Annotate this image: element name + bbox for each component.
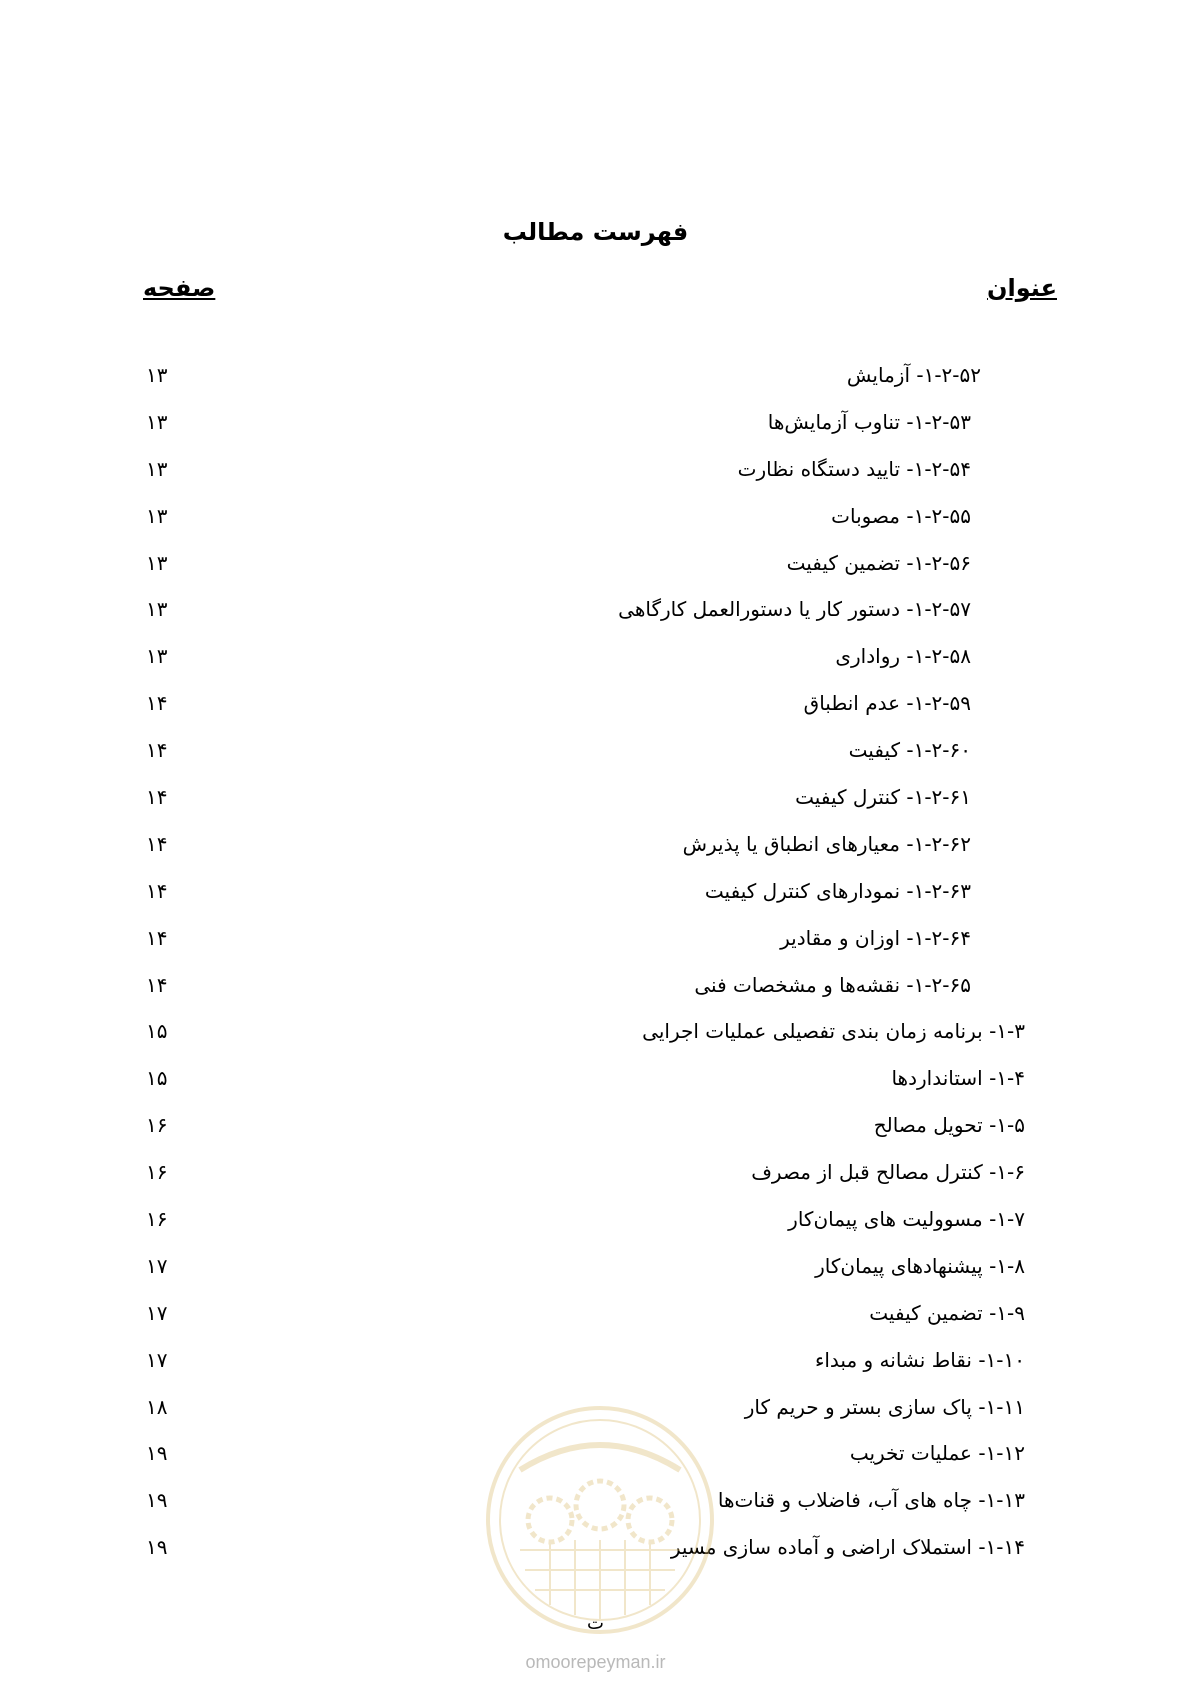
toc-entry-title: ۱-۲-۵۶- تضمین کیفیت [786, 550, 971, 575]
toc-entry-page: ۱۴ [146, 691, 168, 716]
toc-entry [0, 973, 1191, 1020]
toc-entry-title: ۱-۲-۶۴- اوزان و مقادیر [780, 925, 971, 950]
toc-entry-page: ۱۶ [146, 1207, 168, 1232]
toc-entry-page: ۱۵ [146, 1066, 168, 1091]
toc-entry [0, 926, 1191, 973]
toc-entry-page: ۱۴ [146, 785, 168, 810]
toc-entry-title: ۱-۶- کنترل مصالح قبل از مصرف [751, 1160, 1025, 1185]
toc-entry-page: ۱۷ [146, 1300, 168, 1325]
toc-entry [0, 644, 1191, 691]
toc-entry-title: ۱-۲-۶۰- کیفیت [848, 738, 971, 763]
toc-entry [0, 785, 1191, 832]
toc-entry-title: ۱-۲-۵۳- تناوب آزمایش‌ها [767, 409, 971, 434]
page-title: فهرست مطالب [502, 218, 689, 246]
toc-entry-title: ۱-۲-۶۳- نمودارهای کنترل کیفیت [704, 878, 971, 903]
toc-entry-page: ۱۹ [146, 1441, 168, 1466]
toc-entry-page: ۱۳ [146, 363, 168, 387]
toc-entry-title: ۱-۱۱- پاک سازی بستر و حریم کار [744, 1394, 1025, 1419]
toc-entry-page: ۱۳ [146, 409, 168, 434]
toc-entry-title: ۱-۴- استانداردها [891, 1066, 1025, 1091]
toc-entry [0, 1066, 1191, 1113]
toc-entry-title: ۱-۷- مسوولیت های پیمان‌کار [788, 1207, 1025, 1232]
toc-entry-page: ۱۷ [146, 1253, 168, 1278]
toc-entry [0, 1348, 1191, 1395]
toc-entry [0, 832, 1191, 879]
toc-entry-page: ۱۷ [146, 1347, 168, 1372]
toc-entry-page: ۱۴ [146, 831, 168, 856]
toc-entry [0, 597, 1191, 644]
toc-entry-title: ۱-۱۴- استملاک اراضی و آماده سازی مسیر [670, 1535, 1025, 1560]
toc-entry [0, 1113, 1191, 1160]
toc-entry [0, 738, 1191, 785]
table-of-contents [0, 363, 1191, 1582]
toc-entry-title: ۱-۲-۶۲- معیارهای انطباق یا پذیرش [682, 831, 971, 856]
toc-entry-page: ۱۳ [146, 597, 168, 622]
toc-entry-title: ۱-۲-۵۴- تایید دستگاه نظارت [737, 456, 971, 481]
toc-entry-title: ۱-۱۰- نقاط نشانه و مبداء [814, 1347, 1025, 1372]
toc-entry-page: ۱۴ [146, 738, 168, 763]
toc-entry-page: ۱۳ [146, 503, 168, 528]
toc-entry-title: ۱-۳- برنامه زمان بندی تفصیلی عملیات اجرایی [642, 1019, 1025, 1044]
toc-entry [0, 691, 1191, 738]
toc-entry-page: ۱۴ [146, 925, 168, 950]
title-column-header: عنوان [987, 274, 1057, 302]
toc-entry-page: ۱۳ [146, 644, 168, 669]
toc-entry [0, 410, 1191, 457]
toc-entry-title: ۱-۲-۵۲- آزمایش [846, 363, 981, 387]
toc-entry [0, 1207, 1191, 1254]
toc-entry [0, 363, 1191, 410]
toc-entry-page: ۱۹ [146, 1488, 168, 1513]
toc-entry [0, 879, 1191, 926]
page-column-header: صفحه [143, 274, 216, 302]
toc-entry-page: ۱۹ [146, 1535, 168, 1560]
toc-entry-title: ۱-۲-۵۸- رواداری [835, 644, 971, 669]
toc-entry-title: ۱-۲-۶۵- نقشه‌ها و مشخصات فنی [694, 972, 971, 997]
toc-entry-page: ۱۴ [146, 878, 168, 903]
toc-entry-title: ۱-۹- تضمین کیفیت [869, 1300, 1025, 1325]
toc-entry-page: ۱۳ [146, 550, 168, 575]
toc-entry [0, 1301, 1191, 1348]
toc-entry [0, 1441, 1191, 1488]
toc-entry [0, 1160, 1191, 1207]
toc-entry [0, 1535, 1191, 1582]
toc-entry-page: ۱۸ [146, 1394, 168, 1419]
toc-entry-page: ۱۵ [146, 1019, 168, 1044]
toc-entry-title: ۱-۲-۶۱- کنترل کیفیت [795, 785, 971, 810]
toc-entry [0, 1395, 1191, 1442]
toc-entry-page: ۱۴ [146, 972, 168, 997]
toc-entry [0, 457, 1191, 504]
toc-entry [0, 504, 1191, 551]
toc-entry-title: ۱-۲-۵۷- دستور کار یا دستورالعمل کارگاهی [618, 597, 971, 622]
toc-entry-title: ۱-۲-۵۹- عدم انطباق [803, 691, 971, 716]
toc-entry-title: ۱-۱۲- عملیات تخریب [849, 1441, 1025, 1466]
toc-entry-title: ۱-۱۳- چاه های آب، فاضلاب و قنات‌ها [717, 1488, 1025, 1513]
toc-entry-page: ۱۶ [146, 1160, 168, 1185]
watermark-url: omoorepeyman.ir [525, 1652, 666, 1672]
toc-entry [0, 1019, 1191, 1066]
page-marker: ت [587, 1613, 604, 1634]
toc-entry-title: ۱-۵- تحویل مصالح [873, 1113, 1025, 1138]
toc-entry-page: ۱۳ [146, 456, 168, 481]
toc-entry-title: ۱-۸- پیشنهادهای پیمان‌کار [815, 1253, 1025, 1278]
toc-entry-title: ۱-۲-۵۵- مصوبات [831, 503, 971, 528]
toc-entry-page: ۱۶ [146, 1113, 168, 1138]
toc-entry [0, 1488, 1191, 1535]
toc-entry [0, 1254, 1191, 1301]
toc-entry [0, 551, 1191, 598]
